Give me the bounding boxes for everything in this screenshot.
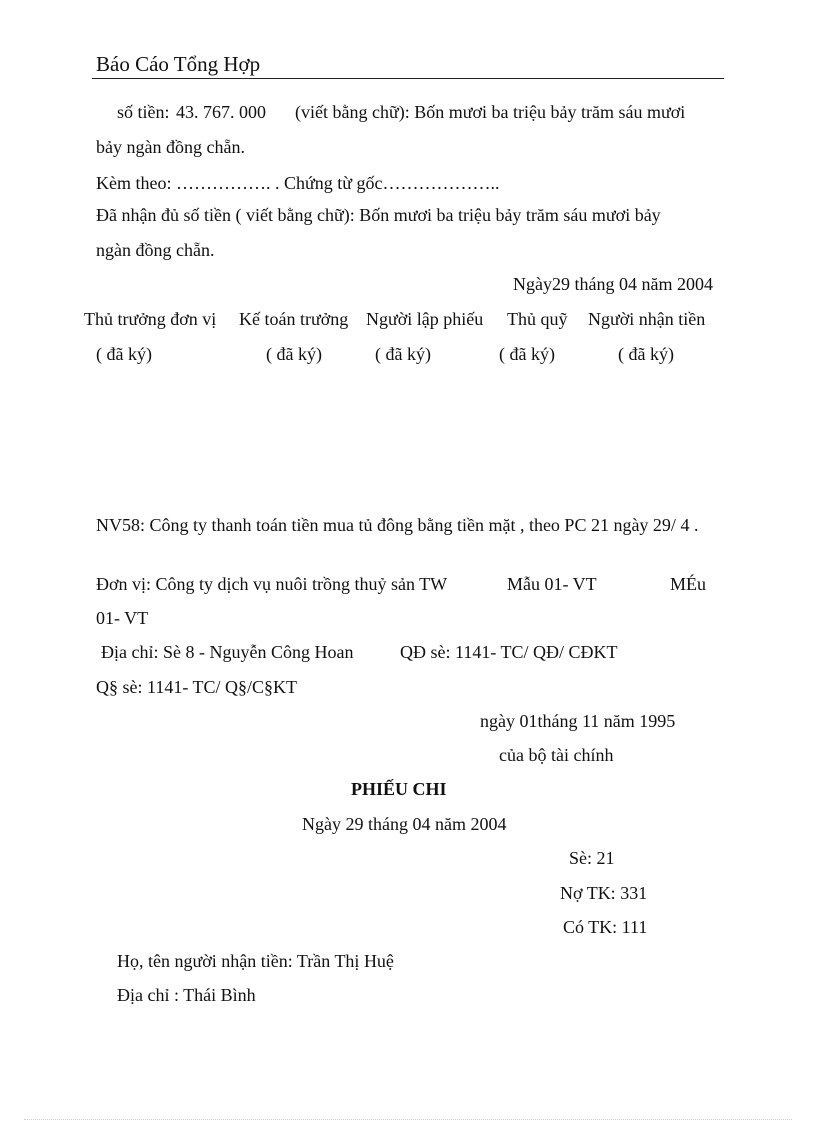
header-divider [92,78,724,79]
signer-role-treasurer: Thủ quỹ [507,309,568,329]
signer-role-preparer: Người lập phiếu [366,309,484,329]
transaction-description: NV58: Công ty thanh toán tiền mua tủ đông bằng tiền mặt , theo PC 21 ngày 29/ 4 . [96,515,699,535]
signed-preparer: ( đã ký) [375,344,431,364]
signer-role-chief-accountant: Kế toán trưởng [239,309,349,329]
voucher-recipient-address: Địa chỉ : Thái Bình [117,985,256,1005]
voucher-decision-alt: Q§ sè: 1141- TC/ Q§/C§KT [96,677,297,697]
amount-value: 43. 767. 000 [176,102,266,122]
amount-words-continued: bảy ngàn đồng chẵn. [96,137,245,157]
voucher-number: Sè: 21 [569,848,615,868]
received-amount-line2: ngàn đồng chẵn. [96,240,215,260]
signer-role-head-of-unit: Thủ trưởng đơn vị [84,309,217,329]
voucher-form-number-alt-cont: 01- VT [96,608,149,628]
signed-chief-accountant: ( đã ký) [266,344,322,364]
voucher-decision: QĐ sè: 1141- TC/ QĐ/ CĐKT [400,642,618,662]
voucher-form-number: Mẫu 01- VT [507,574,597,594]
signer-role-recipient: Người nhận tiền [588,309,706,329]
voucher-unit: Đơn vị: Công ty dịch vụ nuôi trồng thuỷ sản TW [96,574,448,594]
amount-words: (viết bằng chữ): Bốn mươi ba triệu bảy trăm sáu mươi [295,102,686,122]
voucher-recipient: Họ, tên người nhận tiền: Trần Thị Huệ [117,951,394,971]
page-bottom-edge [24,1119,792,1120]
voucher-form-number-alt: MÉu [670,574,706,594]
voucher-decision-date: ngày 01tháng 11 năm 1995 [480,711,676,731]
voucher-credit-account: Có TK: 111 [563,917,648,937]
attached-documents: Kèm theo: ……………. . Chứng từ gốc……………….. [96,173,500,193]
voucher-date: Ngày 29 tháng 04 năm 2004 [302,814,507,834]
voucher-address: Địa chỉ: Sè 8 - Nguyễn Công Hoan [101,642,354,662]
signed-recipient: ( đã ký) [618,344,674,364]
signed-treasurer: ( đã ký) [499,344,555,364]
voucher-ministry: của bộ tài chính [499,745,614,765]
receipt-date: Ngày29 tháng 04 năm 2004 [513,274,713,294]
amount-label: số tiền: [117,102,170,122]
voucher-title: PHIẾU CHI [351,779,447,799]
document-header-title: Báo Cáo Tổng Hợp [96,52,261,76]
signed-head-of-unit: ( đã ký) [96,344,152,364]
voucher-debit-account: Nợ TK: 331 [560,883,648,903]
received-amount-line1: Đã nhận đủ số tiền ( viết bằng chữ): Bốn mươi ba triệu bảy trăm sáu mươi bảy [96,205,661,225]
